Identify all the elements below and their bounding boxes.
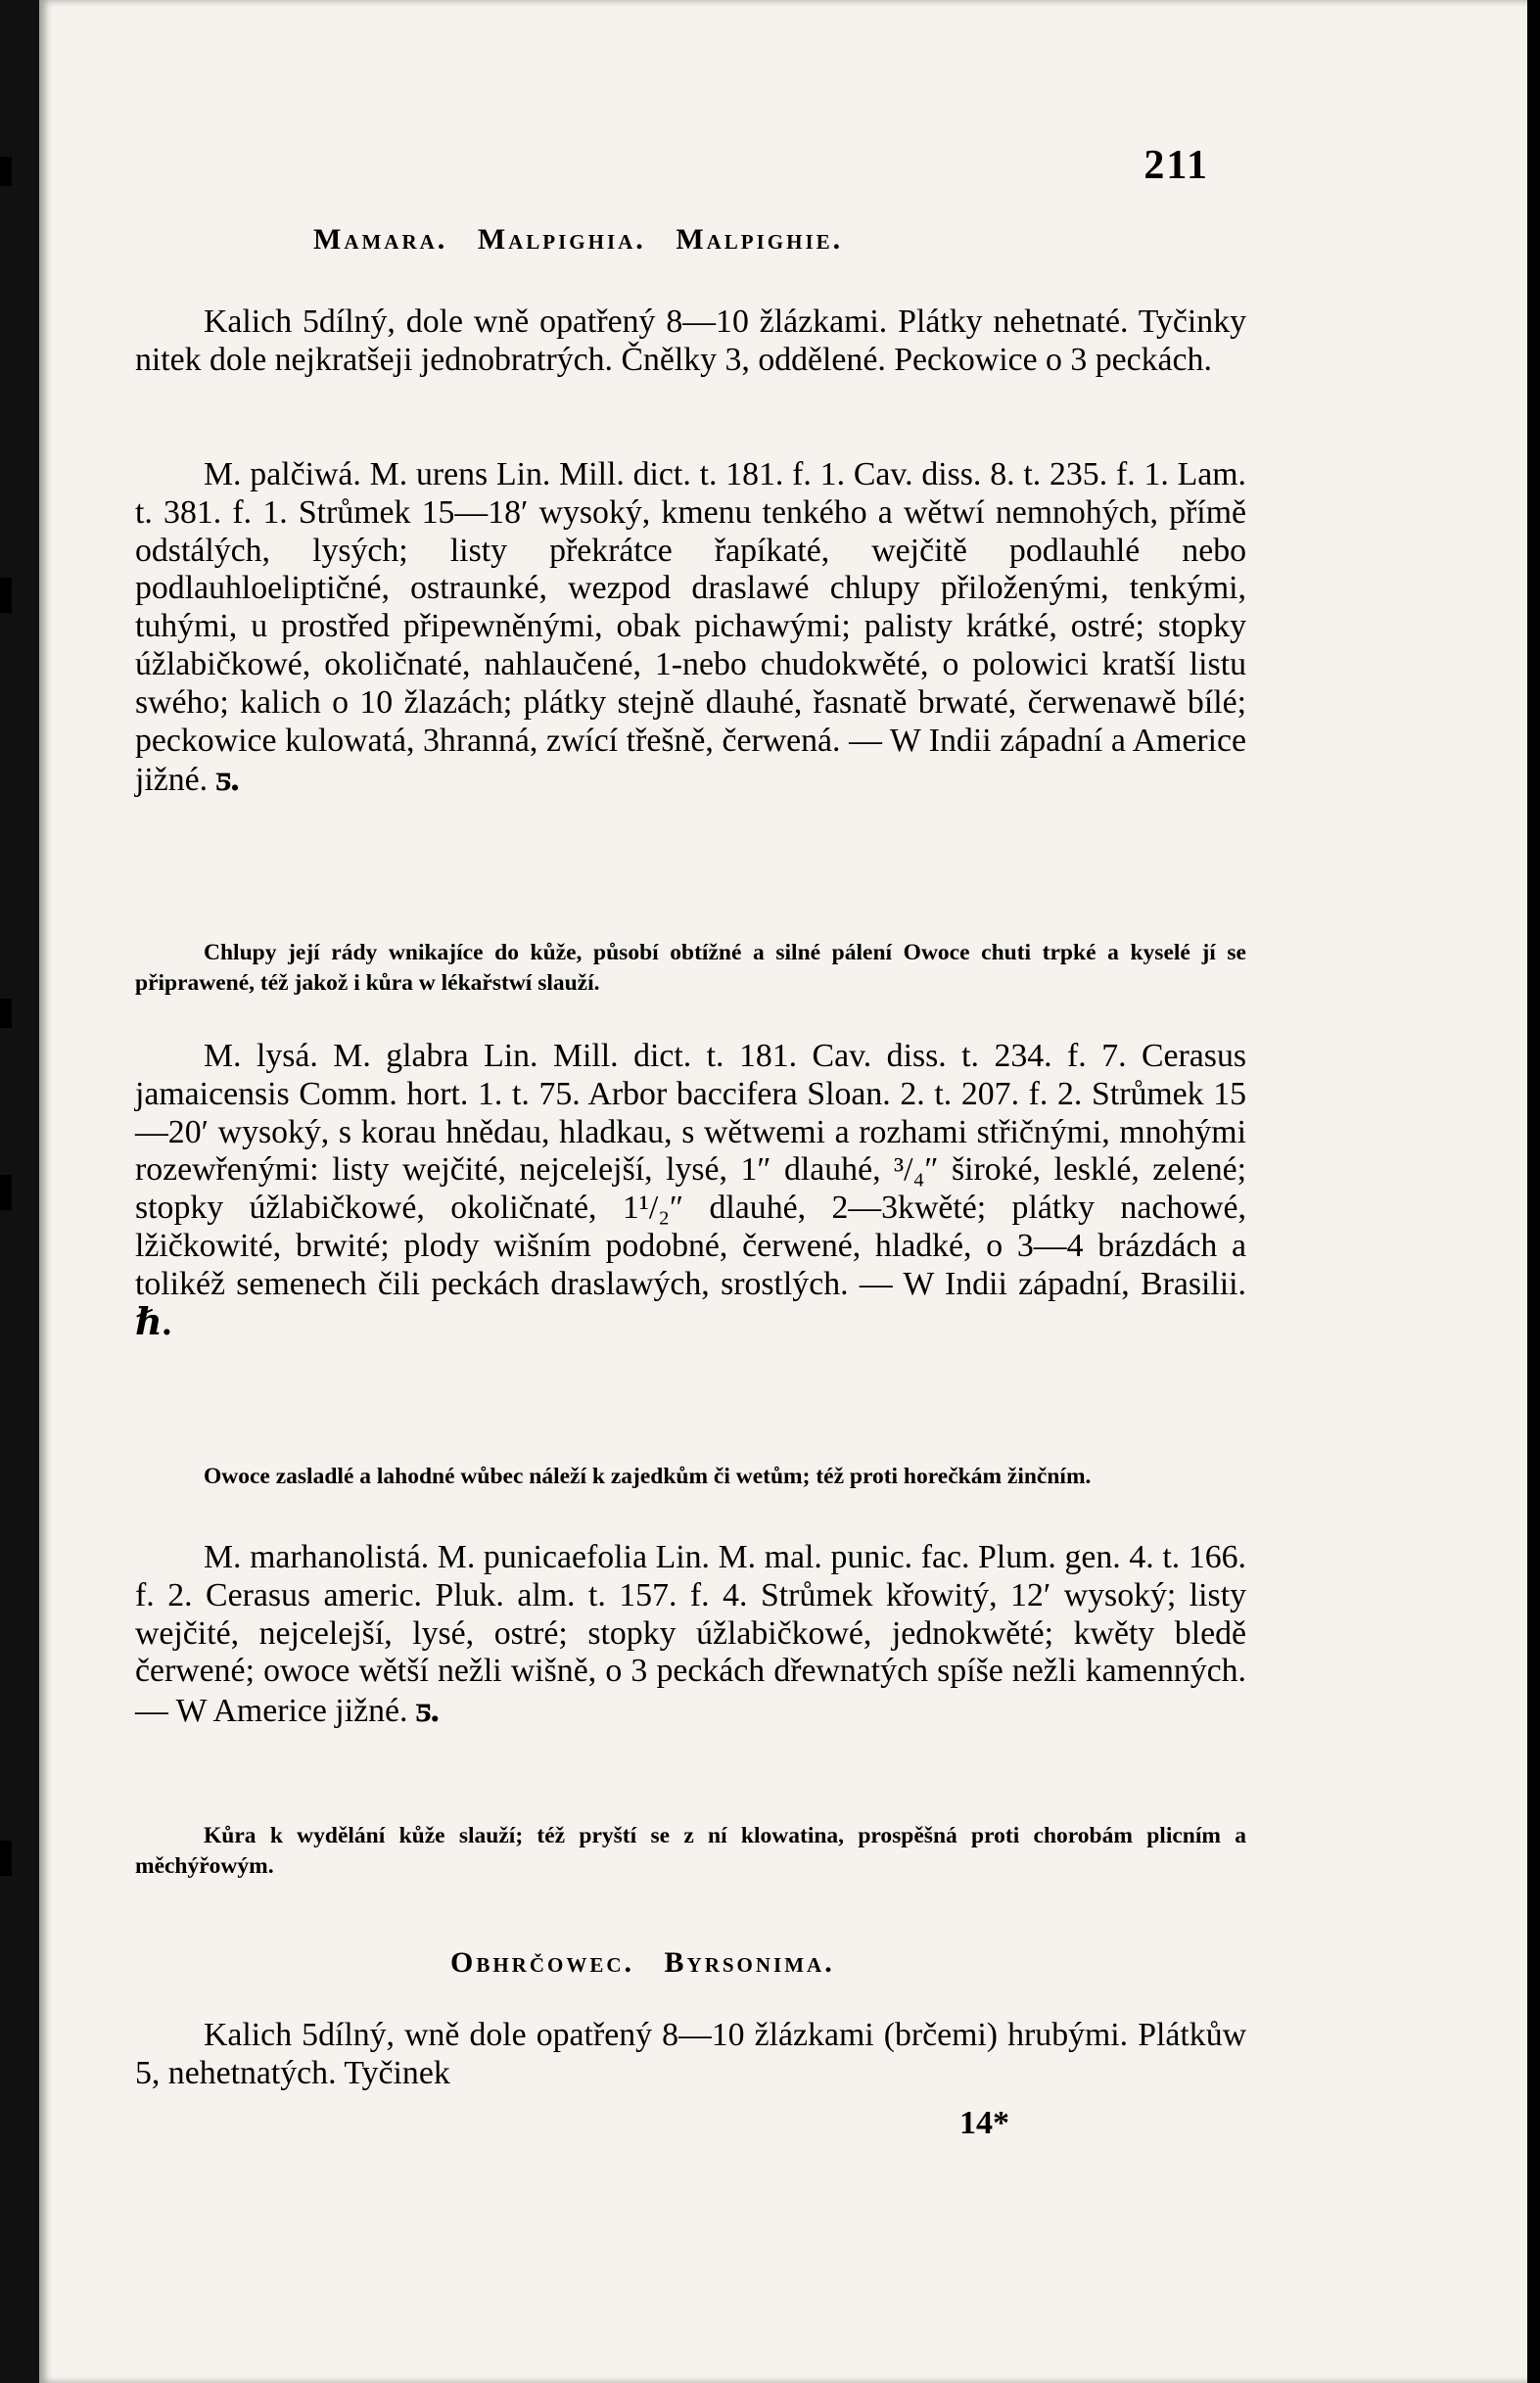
scan-edge-mark: [0, 157, 12, 186]
species-text: M. lysá. M. glabra Lin. Mill. dict. t. 181. Cav. diss. t. 234. f. 7. Cerasus jamaicensis Comm. hort. 1. t. 75. Arbor baccifera Sloan. 2. t. 207. f. 2. Strůmek 15—20′ wysoký, s korau hnědau, hladkau, s wětwemi a rozhami střičnými, mnohými rozewřenými: listy wejčité, nejcelejší, lysé, 1″ dlauhé, ³/₄″ široké, lesklé, zelené; stopky úžlabičkowé, okoličnaté, 1¹/₂″ dlauhé, 2—3kwěté; plátky nachowé, lžičkowité, brwité; plody wišním podobné, čerwené, hladké, o 3—4 brázdách a tolikéž semenech čili peckách draslawých, srostlých. — W Indii západní, Brasilii.: [135, 1038, 1246, 1302]
next-genus-description: Kalich 5dílný, wně dole opatřený 8—10 žlázkami (brčemi) hrubými. Plátkůw 5, nehetnatých. Tyčinek: [135, 2017, 1246, 2091]
genus-description: Kalich 5dílný, dole wně opatřený 8—10 žlázkami. Plátky nehetnaté. Tyčinky nitek dole nejkratšeji jednobratrých. Čnělky 3, oddělené. Peckowice o 3 peckách.: [135, 304, 1246, 378]
species-entry-palciwa: [135, 456, 1246, 800]
scan-edge-mark: [0, 1175, 12, 1210]
species-note-palciwa: Chlupy její rády wnikajíce do kůže, působí obtížné a silné pálení Owoce chuti trpké a kyselé jí se připrawené, též jakož i kůra w lékařstwí slauží.: [135, 940, 1246, 996]
species-entry-lysa: [135, 1038, 1246, 1343]
book-page: [39, 0, 1527, 2383]
shrub-symbol: ƽ.: [415, 1689, 441, 1731]
scan-edge-mark: [0, 999, 12, 1028]
shrub-symbol: ƽ.: [215, 758, 240, 800]
scan-left-margin: [0, 0, 39, 2383]
genus-name-latin: Byrsonima.: [664, 1946, 835, 1979]
page-number: 211: [1143, 143, 1209, 188]
tree-symbol: ℏ.: [135, 1301, 172, 1343]
species-text: M. marhanolistá. M. punicaefolia Lin. M. mal. punic. fac. Plum. gen. 4. t. 166. f. 2. Cerasus americ. Pluk. alm. t. 157. f. 4. Strůmek křowitý, 12′ wysoký; listy wejčité, nejcelejší, lysé, ostré; stopky úžlabičkowé, jednokwěté; kwěty bledě čerwené; owoce wětší nežli wišně, o 3 peckách dřewnatých spíše nežli kamenných. — W Americe jižné.: [135, 1539, 1246, 1730]
scan-edge-mark: [0, 578, 12, 613]
genus-name-czech: Mamara.: [313, 223, 448, 256]
genus-heading: [313, 223, 843, 257]
species-note-lysa: Owoce zasladlé a lahodné wůbec náleží k zajedkům či wetům; též proti horečkám žinčním.: [204, 1464, 1092, 1489]
scan-edge-mark: [0, 1841, 12, 1876]
genus-name-german: Malpighie.: [676, 223, 844, 256]
species-entry-marhanolista: [135, 1539, 1246, 1731]
species-text: M. palčiwá. M. urens Lin. Mill. dict. t. 181. f. 1. Cav. diss. 8. t. 235. f. 1. Lam. t. 381. f. 1. Strůmek 15—18′ wysoký, kmenu tenkého a wětwí nemnohých, přímě odstálých, lysých; listy překrátce řapíkaté, wejčitě podlauhlé nebo podlauhloeliptičné, ostraunké, wezpod draslawé chlupy přiloženými, tenkými, tuhými, u prostřed připewněnými, obak pichawými; palisty krátké, ostré; stopky úžlabičkowé, okoličnaté, nahlaučené, 1-nebo chudokwěté, o polowici kratší listu swého; kalich o 10 žlazách; plátky stejně dlauhé, řasnatě brwaté, čerwenawě bílé; peckowice kulowatá, 3hranná, zwící třešně, čerwená. — W Indii západní a Americe jižné.: [135, 456, 1246, 799]
genus-name-latin: Malpighia.: [477, 223, 646, 256]
genus-name-czech: Obhrčowec.: [450, 1946, 635, 1979]
species-note-marhanolista: Kůra k wydělání kůže slauží; též pryští se z ní klowatina, prospěšná proti chorobám plicním a měchýřowým.: [135, 1823, 1246, 1879]
next-genus-heading: [450, 1946, 835, 1980]
printer-signature: 14*: [959, 2105, 1009, 2141]
